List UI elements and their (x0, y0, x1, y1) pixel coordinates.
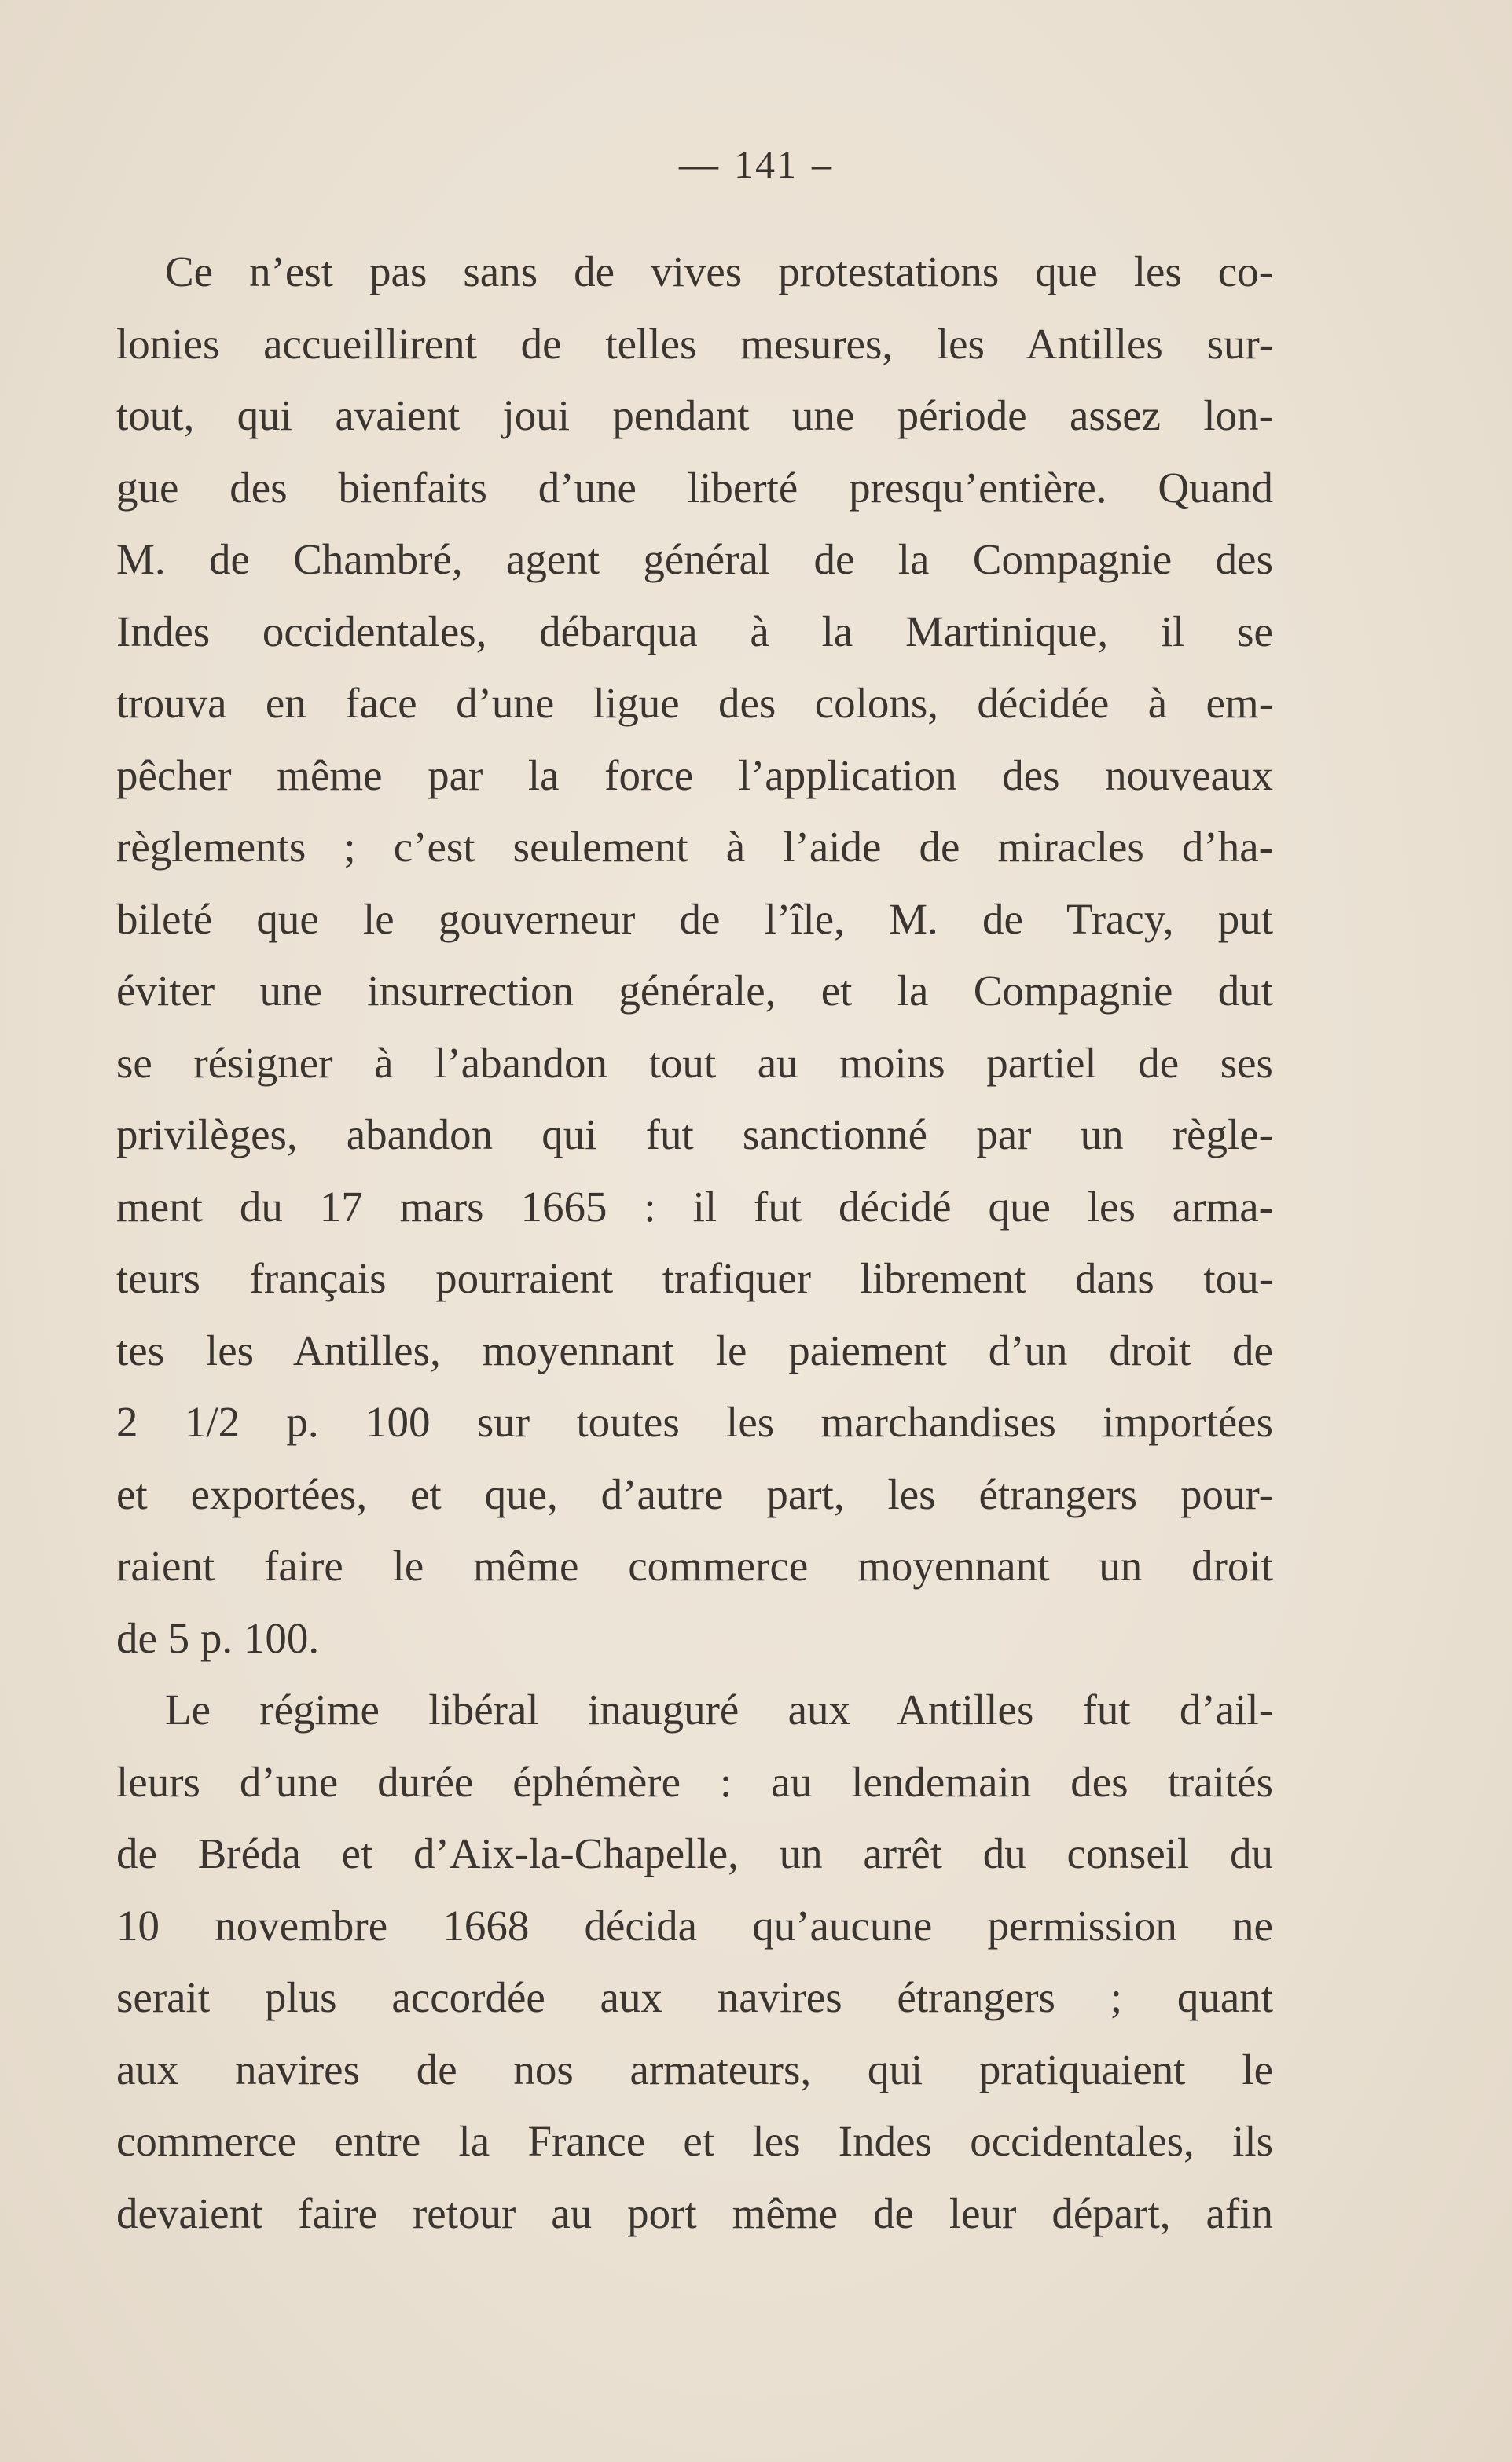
paragraph-1 (116, 236, 1273, 1674)
text-line: Ce n’est pas sans de vives protestations que les co- (165, 248, 1274, 295)
text-line: se résigner à l’abandon tout au moins partiel de ses (116, 1038, 1273, 1087)
text-line: aux navires de nos armateurs, qui pratiquaient le (116, 2045, 1274, 2093)
paragraph-2 (116, 1674, 1273, 2249)
text-line: de Bréda et d’Aix-la-Chapelle, un arrêt du conseil du (116, 1829, 1274, 1877)
text-line: teurs français pourraient trafiquer librement dans tou- (116, 1254, 1274, 1302)
text-line: ment du 17 mars 1665 : il fut décidé que les arma- (116, 1182, 1273, 1231)
text-line: devaient faire retour au port même de leur départ, afin (116, 2189, 1273, 2237)
folio-dash-right: – (812, 142, 833, 186)
text-line: et exportées, et que, d’autre part, les étrangers pour- (116, 1469, 1273, 1518)
text-line: 2 1/2 p. 100 sur toutes les marchandises importées (116, 1398, 1273, 1446)
text-line: Indes occidentales, débarqua à la Martinique, il se (116, 607, 1273, 655)
text-line: commerce entre la France et les Indes occidentales, ils (116, 2117, 1274, 2165)
page-number: 141 (734, 142, 798, 186)
text-line: Le régime libéral inauguré aux Antilles fut d’ail- (165, 1686, 1274, 1734)
text-line: privilèges, abandon qui fut sanctionné par un règle- (116, 1110, 1273, 1158)
text-line: de 5 p. 100. (116, 1613, 320, 1662)
text-line: M. de Chambré, agent général de la Compagnie des (116, 535, 1273, 583)
text-line: leurs d’une durée éphémère : au lendemain des traités (116, 1757, 1273, 1806)
text-line: lonies accueillirent de telles mesures, les Antilles sur- (116, 319, 1274, 368)
folio-dash-left: — (679, 142, 720, 186)
text-line: gue des bienfaits d’une liberté presqu’entière. Quand (116, 463, 1273, 512)
text-line: pêcher même par la force l’application des nouveaux (116, 750, 1273, 799)
page-number-header (0, 141, 1512, 187)
text-line: bileté que le gouverneur de l’île, M. de Tracy, put (116, 894, 1273, 943)
text-line: trouva en face d’une ligue des colons, décidée à em- (116, 679, 1274, 727)
text-line: éviter une insurrection générale, et la Compagnie dut (116, 967, 1273, 1015)
text-line: tout, qui avaient joui pendant une période assez lon- (116, 391, 1273, 439)
body-text (116, 236, 1273, 2249)
text-line: tes les Antilles, moyennant le paiement d’un droit de (116, 1326, 1273, 1374)
text-line: 10 novembre 1668 décida qu’aucune permission ne (116, 1901, 1273, 1950)
text-line: raient faire le même commerce moyennant un droit (116, 1542, 1273, 1590)
text-line: règlements ; c’est seulement à l’aide de miracles d’ha- (116, 823, 1273, 871)
text-line: serait plus accordée aux navires étrangers ; quant (116, 1973, 1274, 2021)
